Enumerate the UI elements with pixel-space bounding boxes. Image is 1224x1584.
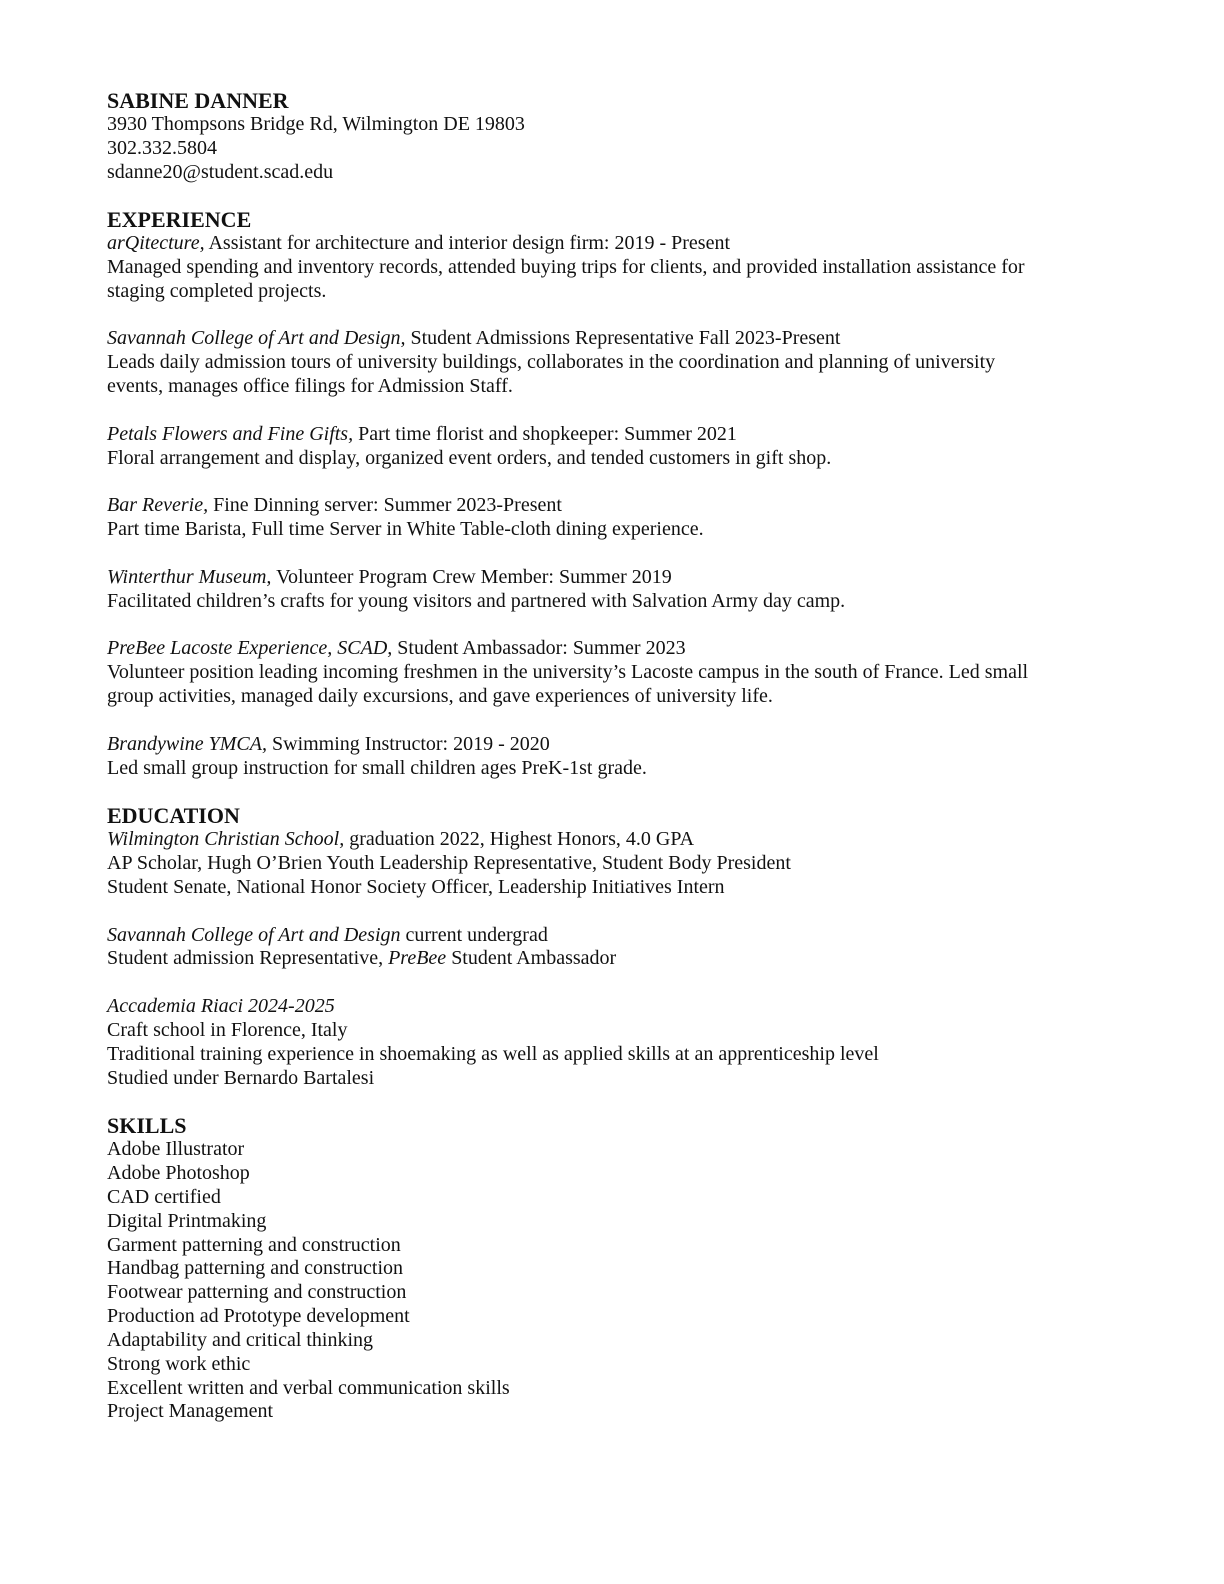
skill-item: CAD certified bbox=[107, 1185, 221, 1208]
job-role: Fine Dinning server: Summer 2023-Present bbox=[208, 494, 562, 517]
job-description: Facilitated children’s crafts for young visitors and partnered with Salvation Army day camp. bbox=[107, 589, 846, 612]
employer-name: Petals Flowers and Fine Gifts, bbox=[107, 422, 354, 445]
job-role: Student Admissions Representative Fall 2023-Present bbox=[405, 327, 841, 350]
job-description: Part time Barista, Full time Server in White Table-cloth dining experience. bbox=[107, 518, 704, 541]
employer-name: PreBee Lacoste Experience, SCAD, bbox=[107, 637, 393, 660]
job-role: Swimming Instructor: 2019 - 2020 bbox=[267, 732, 550, 755]
skill-item: Strong work ethic bbox=[107, 1352, 251, 1375]
school-line: Studied under Bernardo Bartalesi bbox=[107, 1066, 375, 1089]
school-line: Student Senate, National Honor Society Officer, Leadership Initiatives Intern bbox=[107, 875, 725, 898]
skill-item: Project Management bbox=[107, 1400, 274, 1423]
address: 3930 Thompsons Bridge Rd, Wilmington DE 19803 bbox=[107, 112, 525, 135]
skills-list bbox=[107, 1138, 1028, 1424]
job-role: Part time florist and shopkeeper: Summer 2021 bbox=[353, 422, 737, 445]
experience-entry bbox=[107, 733, 1028, 805]
school-line: Craft school in Florence, Italy bbox=[107, 1018, 348, 1041]
experience-entry bbox=[107, 423, 1028, 495]
employer-name: Bar Reverie, bbox=[107, 494, 209, 517]
job-description: Led small group instruction for small children ages PreK-1st grade. bbox=[107, 756, 647, 779]
school-name: Savannah College of Art and Design bbox=[107, 923, 401, 946]
job-description: staging completed projects. bbox=[107, 279, 327, 302]
job-description: Managed spending and inventory records, attended buying trips for clients, and provided installation assistance for bbox=[107, 255, 1025, 278]
experience-entry bbox=[107, 232, 1028, 327]
skill-item: Production ad Prototype development bbox=[107, 1305, 410, 1328]
school-details: graduation 2022, Highest Honors, 4.0 GPA bbox=[344, 828, 695, 851]
skill-item: Footwear patterning and construction bbox=[107, 1281, 407, 1304]
school-name: Wilmington Christian School, bbox=[107, 828, 345, 851]
education-entry bbox=[107, 924, 1028, 972]
education-entry bbox=[107, 995, 1028, 1090]
experience-entry bbox=[107, 566, 1028, 638]
skill-item: Adobe Illustrator bbox=[107, 1138, 245, 1161]
skill-item: Digital Printmaking bbox=[107, 1209, 267, 1232]
resume bbox=[107, 89, 1028, 1424]
name: SABINE DANNER bbox=[107, 88, 289, 113]
school-details: current undergrad bbox=[400, 923, 548, 946]
job-description: group activities, managed daily excursions, and gave experiences of university life. bbox=[107, 685, 773, 708]
job-role: Assistant for architecture and interior design firm: 2019 - Present bbox=[204, 232, 730, 255]
email: sdanne20@student.scad.edu bbox=[107, 160, 334, 183]
school-name: Accademia Riaci 2024-2025 bbox=[107, 995, 335, 1018]
job-description: Volunteer position leading incoming freshmen in the university’s Lacoste campus in the south of France. Led small bbox=[107, 661, 1029, 684]
skill-item: Adaptability and critical thinking bbox=[107, 1328, 374, 1351]
experience-entry bbox=[107, 494, 1028, 566]
experience-entry bbox=[107, 637, 1028, 732]
experience-list bbox=[107, 232, 1028, 804]
employer-name: arQitecture, bbox=[107, 232, 205, 255]
skills-heading: SKILLS bbox=[107, 1113, 187, 1139]
employer-name: Winterthur Museum, bbox=[107, 565, 272, 588]
experience-heading: EXPERIENCE bbox=[107, 207, 252, 233]
skill-item: Adobe Photoshop bbox=[107, 1161, 250, 1184]
job-role: Volunteer Program Crew Member: Summer 2019 bbox=[271, 565, 672, 588]
school-line: Student admission Representative, PreBee Student Ambassador bbox=[107, 947, 617, 970]
phone: 302.332.5804 bbox=[107, 136, 217, 159]
job-description: events, manages office filings for Admission Staff. bbox=[107, 375, 513, 398]
education-heading: EDUCATION bbox=[107, 803, 240, 829]
school-line: AP Scholar, Hugh O’Brien Youth Leadership Representative, Student Body President bbox=[107, 852, 791, 874]
job-description: Floral arrangement and display, organized event orders, and tended customers in gift shop. bbox=[107, 446, 832, 469]
employer-name: Brandywine YMCA, bbox=[107, 732, 267, 755]
job-description: Leads daily admission tours of university buildings, collaborates in the coordination and planning of university bbox=[107, 351, 996, 374]
school-line: Traditional training experience in shoemaking as well as applied skills at an apprenticeship level bbox=[107, 1042, 879, 1065]
skill-item: Excellent written and verbal communication skills bbox=[107, 1376, 510, 1399]
employer-name: Savannah College of Art and Design, bbox=[107, 327, 406, 350]
education-entry bbox=[107, 828, 1028, 900]
experience-entry bbox=[107, 327, 1028, 422]
skill-item: Garment patterning and construction bbox=[107, 1233, 401, 1256]
skill-item: Handbag patterning and construction bbox=[107, 1257, 404, 1280]
job-role: Student Ambassador: Summer 2023 bbox=[392, 637, 686, 660]
